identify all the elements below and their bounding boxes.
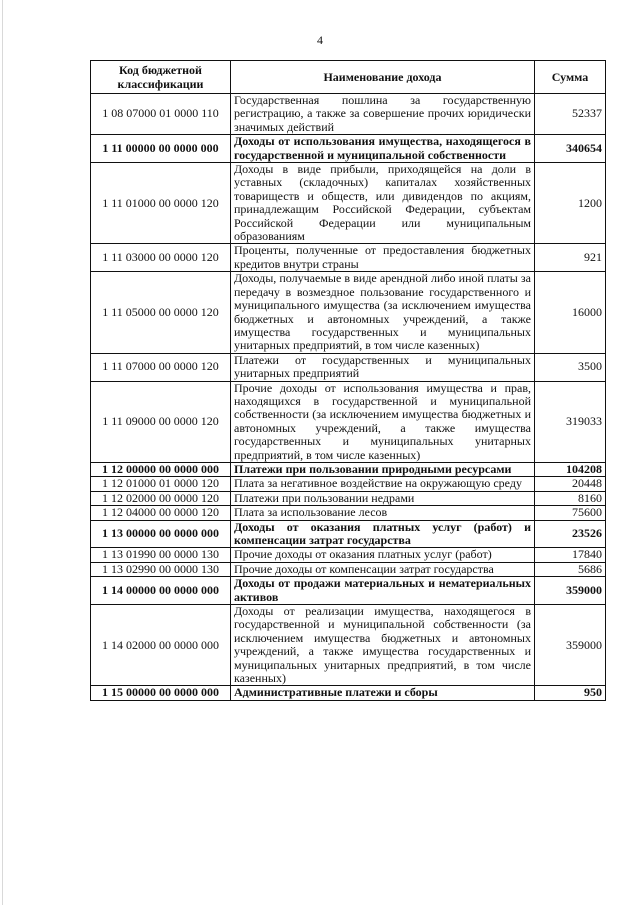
row-name: Доходы в виде прибыли, приходящейся на доли в уставных (складочных) капиталах хозяйственных товариществ и обществ, или дивидендов по акциям, принадлежащим Российской Федерации, субъектам Российской Федерации или муниципальным образованиям — [231, 163, 535, 244]
row-code: 1 11 01000 00 0000 120 — [91, 163, 231, 244]
row-sum: 1200 — [535, 163, 606, 244]
row-code: 1 11 03000 00 0000 120 — [91, 244, 231, 272]
row-sum: 23526 — [535, 520, 606, 548]
row-sum: 104208 — [535, 462, 606, 476]
row-sum: 17840 — [535, 548, 606, 562]
row-code: 1 12 00000 00 0000 000 — [91, 462, 231, 476]
table-row — [91, 491, 606, 505]
row-name: Плата за использование лесов — [231, 506, 535, 520]
row-sum: 340654 — [535, 135, 606, 163]
row-name: Платежи при пользовании недрами — [231, 491, 535, 505]
row-sum: 3500 — [535, 353, 606, 381]
row-name: Платежи при пользовании природными ресурсами — [231, 462, 535, 476]
table-row — [91, 605, 606, 686]
table-row — [91, 520, 606, 548]
row-sum: 921 — [535, 244, 606, 272]
row-sum: 16000 — [535, 272, 606, 353]
table-body — [91, 94, 606, 701]
row-name: Доходы от реализации имущества, находящегося в государственной и муниципальной собственности (за исключением имущества бюджетных и автономных учреждений, а также имущества государственных и муниципальных унитарных предприятий, в том числе казенных) — [231, 605, 535, 686]
row-name: Прочие доходы от оказания платных услуг (работ) — [231, 548, 535, 562]
row-name: Прочие доходы от использования имущества и прав, находящихся в государственной и муниципальной собственности (за исключением имущества бюджетных и автономных учреждений, а также имущества государственных и муниципальных унитарных предприятий, в том числе казенных) — [231, 381, 535, 462]
row-code: 1 12 01000 01 0000 120 — [91, 477, 231, 491]
header-name: Наименование дохода — [231, 61, 535, 94]
table-row — [91, 686, 606, 700]
row-sum: 52337 — [535, 94, 606, 135]
row-code: 1 11 00000 00 0000 000 — [91, 135, 231, 163]
row-name: Государственная пошлина за государственную регистрацию, а также за совершение прочих юридически значимых действий — [231, 94, 535, 135]
row-name: Доходы от оказания платных услуг (работ) и компенсации затрат государства — [231, 520, 535, 548]
table-header-row — [91, 61, 606, 94]
revenue-table — [90, 60, 606, 701]
row-code: 1 11 09000 00 0000 120 — [91, 381, 231, 462]
row-code: 1 11 07000 00 0000 120 — [91, 353, 231, 381]
row-code: 1 13 02990 00 0000 130 — [91, 562, 231, 576]
row-code: 1 14 00000 00 0000 000 — [91, 577, 231, 605]
table-row — [91, 135, 606, 163]
table-row — [91, 94, 606, 135]
table-row — [91, 462, 606, 476]
header-sum: Сумма — [535, 61, 606, 94]
row-sum: 359000 — [535, 577, 606, 605]
table-row — [91, 353, 606, 381]
row-name: Доходы от использования имущества, находящегося в государственной и муниципальной собственности — [231, 135, 535, 163]
row-code: 1 14 02000 00 0000 000 — [91, 605, 231, 686]
row-code: 1 11 05000 00 0000 120 — [91, 272, 231, 353]
table-row — [91, 577, 606, 605]
table-row — [91, 163, 606, 244]
row-sum: 20448 — [535, 477, 606, 491]
row-sum: 359000 — [535, 605, 606, 686]
table-row — [91, 244, 606, 272]
row-code: 1 08 07000 01 0000 110 — [91, 94, 231, 135]
row-name: Плата за негативное воздействие на окружающую среду — [231, 477, 535, 491]
table-row — [91, 562, 606, 576]
table-row — [91, 272, 606, 353]
row-code: 1 13 00000 00 0000 000 — [91, 520, 231, 548]
row-name: Прочие доходы от компенсации затрат государства — [231, 562, 535, 576]
row-code: 1 15 00000 00 0000 000 — [91, 686, 231, 700]
table-row — [91, 477, 606, 491]
page-number: 4 — [317, 33, 323, 47]
row-sum: 5686 — [535, 562, 606, 576]
row-code: 1 12 04000 00 0000 120 — [91, 506, 231, 520]
row-name: Платежи от государственных и муниципальных унитарных предприятий — [231, 353, 535, 381]
header-code: Код бюджетной классификации — [91, 61, 231, 94]
row-name: Доходы, получаемые в виде арендной либо иной платы за передачу в возмездное пользование государственного и муниципального имущества (за исключением имущества бюджетных и автономных учреждений, а также имущества государственных и муниципальных унитарных предприятий, в том числе казенных) — [231, 272, 535, 353]
table-row — [91, 381, 606, 462]
row-sum: 8160 — [535, 491, 606, 505]
row-name: Доходы от продажи материальных и нематериальных активов — [231, 577, 535, 605]
table-row — [91, 506, 606, 520]
row-sum: 319033 — [535, 381, 606, 462]
row-sum: 950 — [535, 686, 606, 700]
row-name: Проценты, полученные от предоставления бюджетных кредитов внутри страны — [231, 244, 535, 272]
row-code: 1 12 02000 00 0000 120 — [91, 491, 231, 505]
page-edge — [2, 0, 3, 905]
table-row — [91, 548, 606, 562]
row-code: 1 13 01990 00 0000 130 — [91, 548, 231, 562]
row-name: Административные платежи и сборы — [231, 686, 535, 700]
row-sum: 75600 — [535, 506, 606, 520]
